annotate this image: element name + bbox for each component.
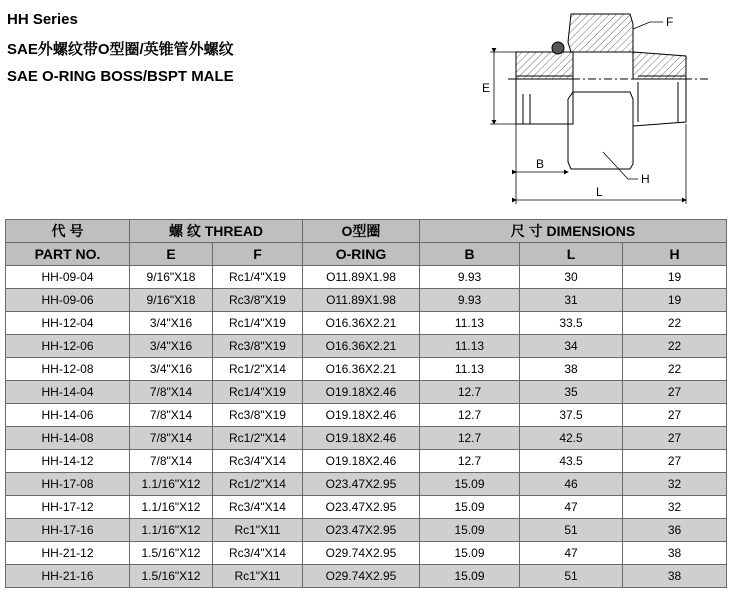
table-row	[6, 266, 727, 289]
table-row	[6, 427, 727, 450]
cell-dim-b: 15.09	[420, 473, 520, 496]
cell-dim-l: 42.5	[520, 427, 623, 450]
cell-part-no: HH-09-06	[6, 289, 130, 312]
cell-part-no: HH-17-08	[6, 473, 130, 496]
col-head-f: F	[213, 243, 303, 266]
cell-o-ring: O29.74X2.95	[303, 565, 420, 588]
cell-o-ring: O19.18X2.46	[303, 404, 420, 427]
cell-thread-e: 1.1/16"X12	[130, 473, 213, 496]
cell-part-no: HH-12-08	[6, 358, 130, 381]
table-row	[6, 381, 727, 404]
cell-thread-f: Rc1/2"X14	[213, 358, 303, 381]
cell-dim-b: 15.09	[420, 519, 520, 542]
cell-o-ring: O29.74X2.95	[303, 542, 420, 565]
cell-thread-f: Rc1/2"X14	[213, 473, 303, 496]
cell-part-no: HH-17-12	[6, 496, 130, 519]
cell-dim-h: 22	[623, 358, 727, 381]
cell-dim-h: 38	[623, 565, 727, 588]
series-title: HH Series	[7, 11, 78, 28]
cell-dim-h: 32	[623, 473, 727, 496]
dimensions-table	[5, 219, 727, 588]
cell-dim-l: 30	[520, 266, 623, 289]
cell-o-ring: O19.18X2.46	[303, 381, 420, 404]
cell-dim-l: 43.5	[520, 450, 623, 473]
cell-dim-h: 38	[623, 542, 727, 565]
table-row	[6, 358, 727, 381]
table-row	[6, 335, 727, 358]
cell-thread-e: 3/4"X16	[130, 358, 213, 381]
cell-thread-e: 7/8"X14	[130, 404, 213, 427]
cell-thread-e: 7/8"X14	[130, 427, 213, 450]
cell-o-ring: O11.89X1.98	[303, 266, 420, 289]
cell-thread-e: 9/16"X18	[130, 266, 213, 289]
col-head-h: H	[623, 243, 727, 266]
cell-thread-e: 1.1/16"X12	[130, 496, 213, 519]
cell-dim-h: 36	[623, 519, 727, 542]
table-row	[6, 404, 727, 427]
col-head-e: E	[130, 243, 213, 266]
dim-label-h: H	[641, 172, 650, 186]
cell-thread-e: 1.5/16"X12	[130, 542, 213, 565]
cell-thread-f: Rc3/8"X19	[213, 289, 303, 312]
cell-thread-f: Rc3/8"X19	[213, 404, 303, 427]
cell-thread-f: Rc3/4"X14	[213, 542, 303, 565]
cell-dim-l: 33.5	[520, 312, 623, 335]
cell-dim-b: 9.93	[420, 266, 520, 289]
cell-dim-b: 15.09	[420, 542, 520, 565]
cell-thread-f: Rc3/4"X14	[213, 450, 303, 473]
table-header-row-bottom	[6, 243, 727, 266]
table-row	[6, 519, 727, 542]
cell-dim-h: 19	[623, 266, 727, 289]
cell-o-ring: O19.18X2.46	[303, 427, 420, 450]
cell-dim-h: 27	[623, 404, 727, 427]
cell-o-ring: O11.89X1.98	[303, 289, 420, 312]
cell-o-ring: O16.36X2.21	[303, 358, 420, 381]
cell-dim-l: 37.5	[520, 404, 623, 427]
cell-dim-h: 22	[623, 312, 727, 335]
cell-part-no: HH-14-08	[6, 427, 130, 450]
cell-dim-l: 34	[520, 335, 623, 358]
cell-thread-f: Rc3/4"X14	[213, 496, 303, 519]
cell-o-ring: O23.47X2.95	[303, 473, 420, 496]
cell-o-ring: O23.47X2.95	[303, 496, 420, 519]
cell-dim-b: 12.7	[420, 427, 520, 450]
cell-thread-e: 3/4"X16	[130, 335, 213, 358]
title-english: SAE O-RING BOSS/BSPT MALE	[7, 68, 234, 85]
dim-label-b: B	[536, 157, 545, 171]
cell-thread-e: 7/8"X14	[130, 381, 213, 404]
cell-thread-e: 7/8"X14	[130, 450, 213, 473]
cell-thread-f: Rc1"X11	[213, 565, 303, 588]
cell-dim-b: 9.93	[420, 289, 520, 312]
cell-dim-h: 22	[623, 335, 727, 358]
cell-part-no: HH-21-12	[6, 542, 130, 565]
cell-part-no: HH-12-04	[6, 312, 130, 335]
cell-dim-b: 12.7	[420, 450, 520, 473]
cell-dim-l: 47	[520, 542, 623, 565]
cell-dim-b: 12.7	[420, 381, 520, 404]
cell-part-no: HH-14-12	[6, 450, 130, 473]
table-row	[6, 542, 727, 565]
col-head-b: B	[420, 243, 520, 266]
col-head-code: 代 号	[6, 220, 130, 243]
col-head-part-no: PART NO.	[6, 243, 130, 266]
cell-dim-b: 12.7	[420, 404, 520, 427]
cell-dim-b: 11.13	[420, 312, 520, 335]
dim-label-l: L	[596, 185, 603, 199]
title-chinese: SAE外螺纹带O型圈/英锥管外螺纹	[7, 41, 234, 58]
cell-dim-l: 46	[520, 473, 623, 496]
table-row	[6, 312, 727, 335]
cell-dim-l: 51	[520, 519, 623, 542]
dim-label-e: E	[482, 81, 491, 95]
table-row	[6, 473, 727, 496]
cell-dim-b: 11.13	[420, 335, 520, 358]
cell-dim-h: 19	[623, 289, 727, 312]
table-row	[6, 450, 727, 473]
cell-dim-l: 51	[520, 565, 623, 588]
cell-dim-b: 11.13	[420, 358, 520, 381]
cell-dim-h: 32	[623, 496, 727, 519]
cell-part-no: HH-14-06	[6, 404, 130, 427]
cell-dim-b: 15.09	[420, 496, 520, 519]
table-row	[6, 565, 727, 588]
cell-dim-h: 27	[623, 381, 727, 404]
cell-thread-e: 9/16"X18	[130, 289, 213, 312]
cell-dim-l: 47	[520, 496, 623, 519]
cell-part-no: HH-14-04	[6, 381, 130, 404]
cell-thread-f: Rc1/4"X19	[213, 266, 303, 289]
cell-dim-l: 31	[520, 289, 623, 312]
dim-label-f: F	[666, 15, 674, 29]
cell-o-ring: O19.18X2.46	[303, 450, 420, 473]
cell-dim-l: 38	[520, 358, 623, 381]
cell-thread-f: Rc1/4"X19	[213, 381, 303, 404]
table-row	[6, 496, 727, 519]
col-head-l: L	[520, 243, 623, 266]
cell-part-no: HH-17-16	[6, 519, 130, 542]
fitting-body	[508, 14, 708, 169]
fitting-drawing	[478, 4, 718, 209]
cell-dim-b: 15.09	[420, 565, 520, 588]
cell-thread-f: Rc1"X11	[213, 519, 303, 542]
cell-thread-f: Rc1/4"X19	[213, 312, 303, 335]
cell-o-ring: O16.36X2.21	[303, 335, 420, 358]
cell-thread-e: 1.1/16"X12	[130, 519, 213, 542]
table-row	[6, 289, 727, 312]
cell-dim-h: 27	[623, 450, 727, 473]
cell-dim-l: 35	[520, 381, 623, 404]
col-head-oring: O-RING	[303, 243, 420, 266]
cell-o-ring: O16.36X2.21	[303, 312, 420, 335]
cell-thread-e: 3/4"X16	[130, 312, 213, 335]
cell-part-no: HH-21-16	[6, 565, 130, 588]
col-head-oring-cn: O型圈	[303, 220, 420, 243]
col-head-thread: 螺 纹 THREAD	[130, 220, 303, 243]
cell-thread-e: 1.5/16"X12	[130, 565, 213, 588]
cell-thread-f: Rc3/8"X19	[213, 335, 303, 358]
cell-dim-h: 27	[623, 427, 727, 450]
table-header-row-top	[6, 220, 727, 243]
cell-o-ring: O23.47X2.95	[303, 519, 420, 542]
cell-part-no: HH-12-06	[6, 335, 130, 358]
cell-thread-f: Rc1/2"X14	[213, 427, 303, 450]
cell-part-no: HH-09-04	[6, 266, 130, 289]
col-head-dimensions: 尺 寸 DIMENSIONS	[420, 220, 727, 243]
